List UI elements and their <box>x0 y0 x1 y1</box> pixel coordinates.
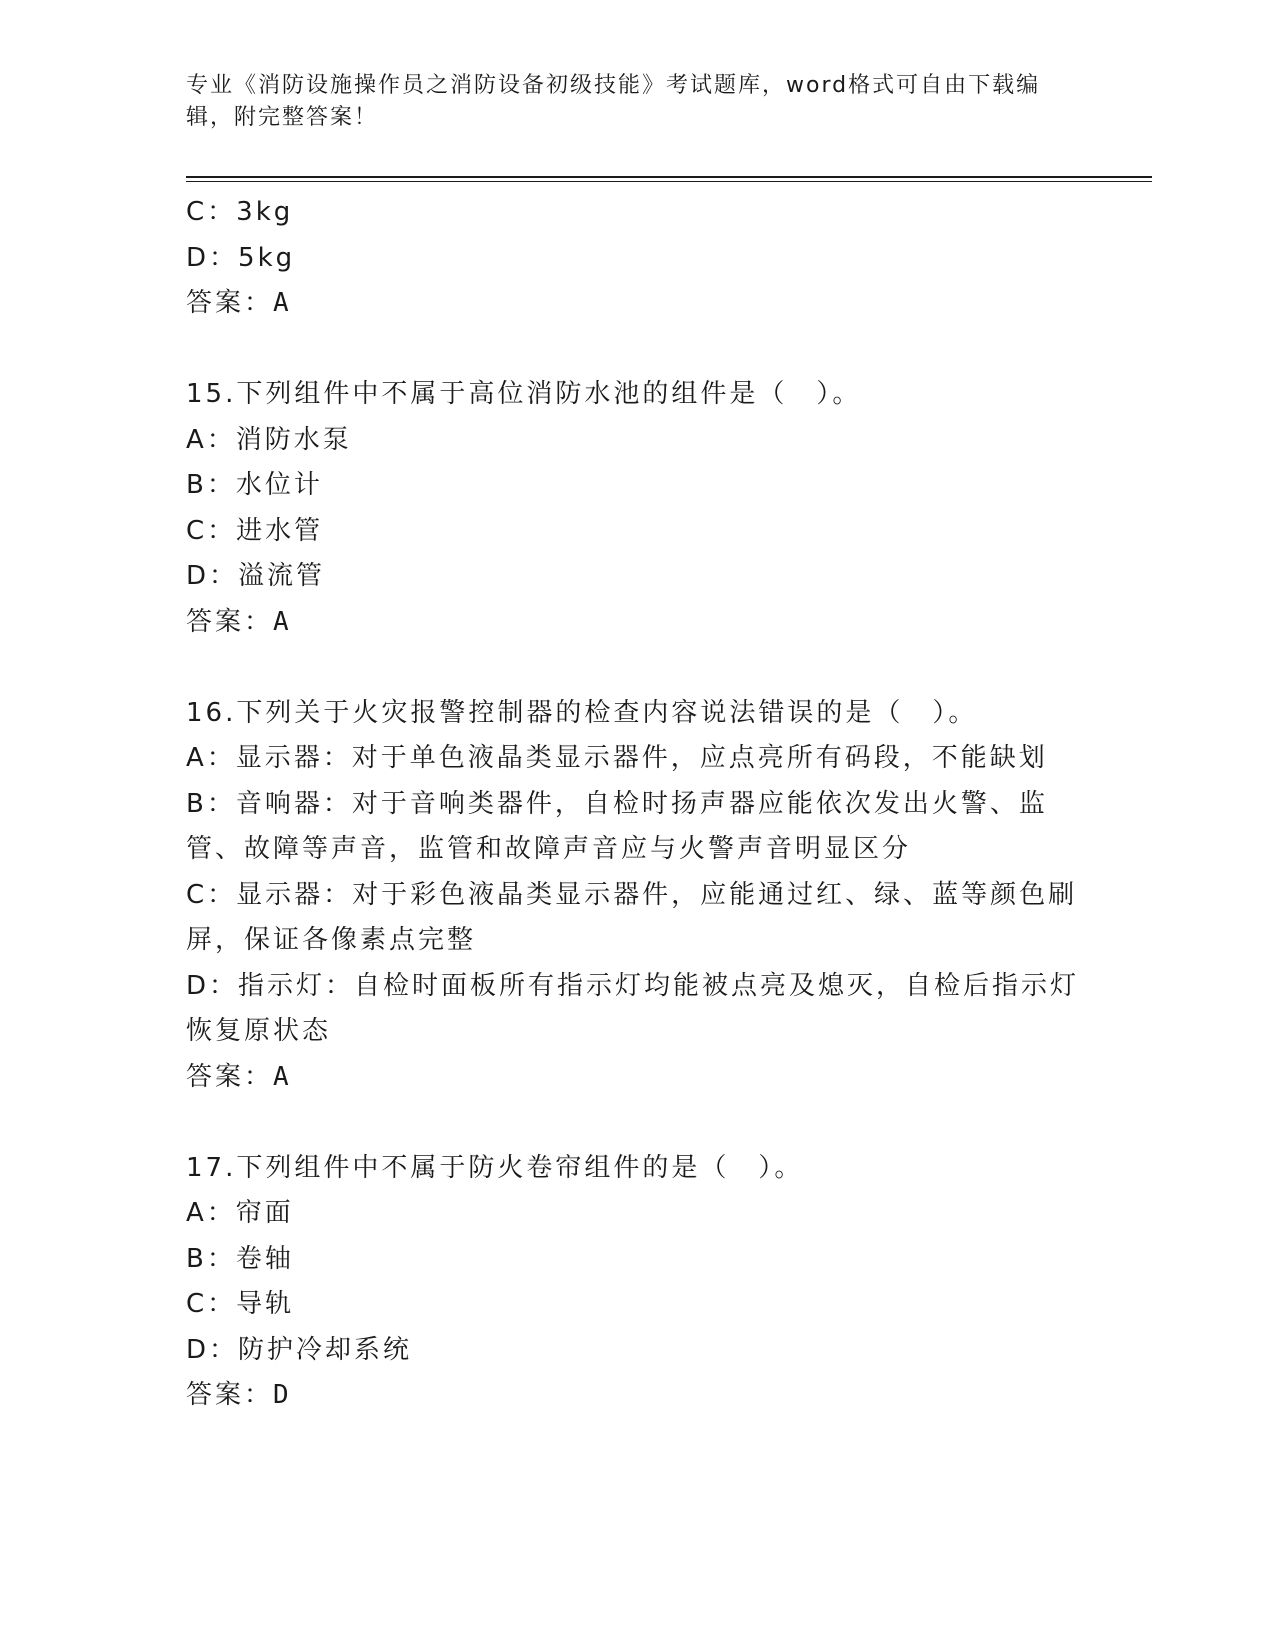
question-16 <box>186 691 1086 1101</box>
option-a: A：帘面 <box>186 1198 294 1228</box>
option-a: A：显示器：对于单色液晶类显示器件，应点亮所有码段，不能缺划 <box>186 743 1048 773</box>
option-c: C：进水管 <box>186 515 324 546</box>
question-content <box>186 190 1086 1419</box>
option-c: C：导轨 <box>186 1289 295 1319</box>
option-d: D：指示灯：自检时面板所有指示灯均能被点亮及熄灭，自检后指示灯恢复原状态 <box>186 970 1080 1046</box>
spacer <box>186 645 1086 691</box>
option-b: B：音响器：对于音响类器件，自检时扬声器应能依次发出火警、监管、故障等声音，监管和故障声音应与火警声音明显区分 <box>186 788 1048 864</box>
question-stem: 16.下列关于火灾报警控制器的检查内容说法错误的是（ ）。 <box>186 697 978 728</box>
answer-line: 答案：A <box>186 288 292 318</box>
question-17 <box>186 1146 1086 1419</box>
spacer <box>186 327 1086 373</box>
spacer <box>186 1100 1086 1146</box>
answer-line: 答案：A <box>186 606 292 637</box>
option-c: C：3kg <box>186 197 294 227</box>
option-a: A：消防水泵 <box>186 424 352 455</box>
answer-line: 答案：A <box>186 1061 292 1092</box>
option-d: D：溢流管 <box>186 561 326 591</box>
option-d: D：防护冷却系统 <box>186 1334 413 1365</box>
option-b: B：水位计 <box>186 470 323 500</box>
question-stem: 15.下列组件中不属于高位消防水池的组件是（ ）。 <box>186 379 862 409</box>
option-d: D：5kg <box>186 242 296 273</box>
option-b: B：卷轴 <box>186 1243 294 1274</box>
question-14-tail <box>186 190 1086 327</box>
page-header: 专业《消防设施操作员之消防设备初级技能》考试题库，word格式可自由下载编辑，附完整答案！ <box>186 73 1041 130</box>
header-divider <box>186 176 1152 182</box>
option-c: C：显示器：对于彩色液晶类显示器件，应能通过红、绿、蓝等颜色刷屏，保证各像素点完整 <box>186 879 1078 955</box>
question-15 <box>186 372 1086 645</box>
question-stem: 17.下列组件中不属于防火卷帘组件的是（ ）。 <box>186 1152 804 1183</box>
answer-line: 答案：D <box>186 1380 292 1410</box>
